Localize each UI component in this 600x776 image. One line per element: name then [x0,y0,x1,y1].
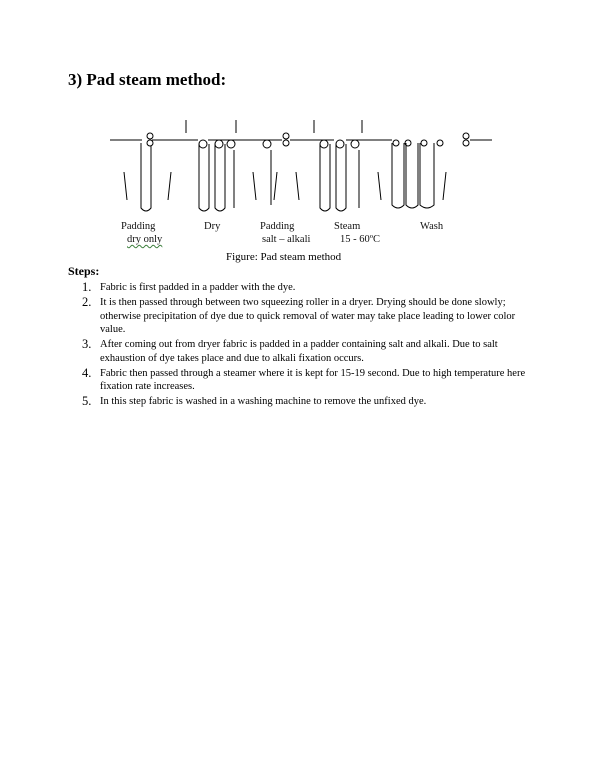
guide-roller [263,140,271,148]
squeeze-roller [147,133,153,139]
dryer-loop [199,144,209,211]
step-item [68,395,538,409]
squeeze-roller [463,140,469,146]
squeeze-roller [147,140,153,146]
guide-roller [437,140,443,146]
trough-wall [124,172,127,200]
step-number: 3. [82,337,92,351]
steamer-loop [336,144,346,211]
trough-wall [168,172,171,200]
step-number: 1. [82,280,92,294]
squeeze-roller [283,140,289,146]
dryer-loop [215,144,225,211]
stage-sub-dry-only: dry only [127,234,163,245]
stage-label-dry: Dry [204,221,221,232]
guide-roller [421,140,427,146]
pad-loop [141,143,151,211]
section-heading: 3) Pad steam method: [68,70,227,89]
figure-caption: Figure: Pad steam method [226,251,342,263]
stage-label-steam: Steam [334,221,361,232]
steps-title: Steps: [68,264,100,278]
trough-wall [296,172,299,200]
steamer-loop [320,144,330,211]
squeeze-roller [463,133,469,139]
step-text: It is then passed through between two squeezing roller in a dryer. Drying should be done slowly; otherwise precipitation of dye due to quick removal of water may take place leading to lower color value. [100,297,516,335]
guide-roller [320,140,328,148]
step-number: 4. [82,365,92,380]
trough-wall [443,172,446,200]
stage-label-padding: Padding [121,221,156,232]
stage-label-wash: Wash [420,221,444,232]
wash-loop [392,143,404,208]
trough-wall [378,172,381,200]
step-text: After coming out from dryer fabric is padded in a padder containing salt and alkali. Due to salt exhaustion of dye takes place and due to alkali fixation occurs. [100,339,498,364]
steps-list [68,281,538,410]
step-text: Fabric is first padded in a padder with the dye. [100,282,296,293]
step-item [68,338,538,365]
stage-sub-salt-alkali: salt – alkali [262,234,311,245]
step-item [68,296,538,337]
guide-roller [199,140,207,148]
step-number: 2. [82,295,92,309]
guide-roller [336,140,344,148]
trough-wall [253,172,256,200]
trough-wall [274,172,277,200]
guide-roller [351,140,359,148]
step-text: In this step fabric is washed in a washing machine to remove the unfixed dye. [100,396,427,407]
guide-roller [215,140,223,148]
wash-loop [406,143,418,208]
step-item [68,281,538,295]
step-item [68,367,538,394]
guide-roller [227,140,235,148]
step-number: 5. [82,394,92,408]
stage-label-padding-2: Padding [260,221,295,232]
step-text: Fabric then passed through a steamer where it is kept for 15-19 second. Due to high temperature here fixation rate increases. [100,367,526,392]
wash-loop [420,143,434,208]
pad-steam-diagram [0,0,600,260]
guide-roller [393,140,399,146]
squeeze-roller [283,133,289,139]
stage-sub-temperature: 15 - 60ºC [340,234,381,245]
